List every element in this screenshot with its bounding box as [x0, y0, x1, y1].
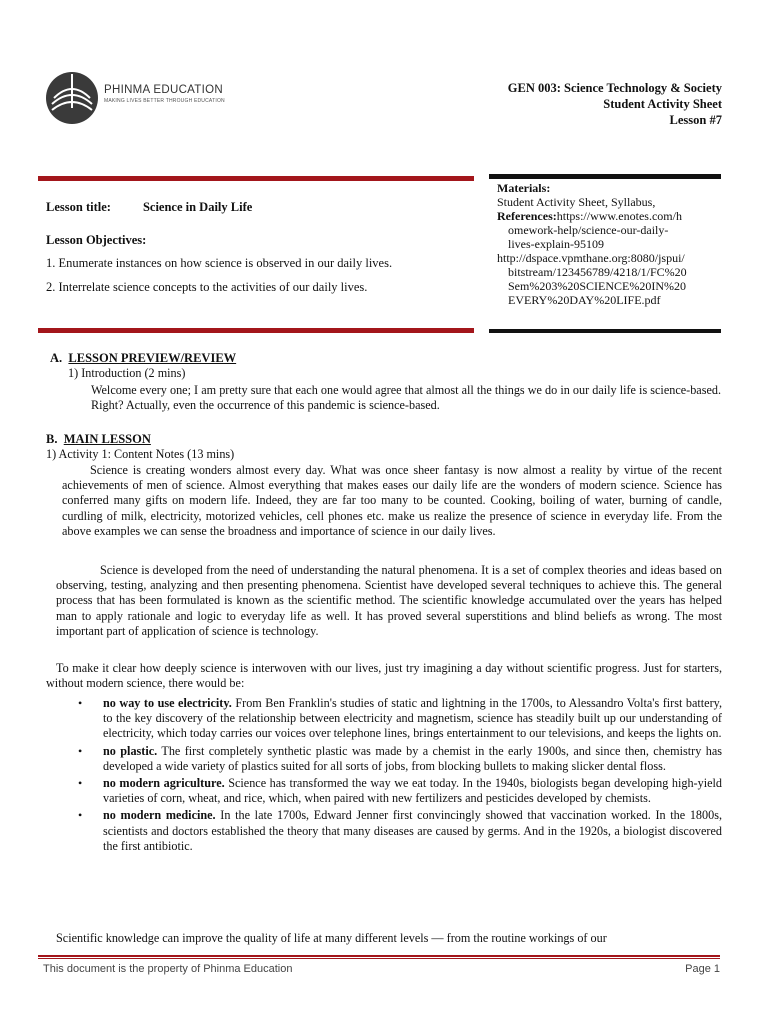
bullet-text [103, 744, 722, 774]
reference-2-line-1: http://dspace.vpmthane.org:8080/jspui/ [497, 251, 685, 265]
bullet-bold: no modern medicine. [103, 808, 216, 823]
bullet-text [103, 776, 722, 806]
section-b-letter: B. [46, 432, 58, 446]
logo-text [104, 84, 225, 104]
bullet-body: The first completely synthetic plastic was made by a chemist in the early 1900s, and since then, chemistry has developed a wide variety of plastics suited for all sorts of jobs, from blocking bullets to making slicker dental floss. [103, 743, 722, 773]
section-a-text: Welcome every one; I am pretty sure that each one would agree that almost all the things we do in our daily life is science-based. Right? Actually, even the occurrence of this pandemic is science-based. [91, 383, 721, 413]
paragraph-3: To make it clear how deeply science is interwoven with our lives, just try imagining a day without scientific progress. Just for starters, without modern science, there would be: [46, 661, 722, 691]
page-number: Page 1 [685, 963, 720, 975]
footer-divider [38, 955, 720, 957]
bullet-list [78, 696, 722, 854]
bullet-bold: no plastic. [103, 743, 158, 758]
bullet-bold: no way to use electricity. [103, 696, 232, 710]
lesson-title-label: Lesson title: [46, 200, 111, 214]
divider-black-bottom [489, 329, 721, 333]
list-item [78, 776, 722, 806]
materials-label: Materials: [497, 181, 551, 195]
lesson-number: Lesson #7 [669, 113, 722, 127]
section-a-heading [50, 351, 236, 366]
section-a-letter: A. [50, 351, 63, 365]
activity-1-heading: 1) Activity 1: Content Notes (13 mins) [46, 447, 235, 461]
course-title: GEN 003: Science Technology & Society [507, 81, 722, 95]
list-item [78, 744, 722, 774]
section-b-title: MAIN LESSON [63, 432, 151, 446]
divider-red-top [38, 176, 474, 181]
reference-2-line-3: Sem%203%20SCIENCE%20IN%20 [508, 279, 686, 293]
bullet-icon: • [78, 808, 83, 823]
reference-2-line-4: EVERY%20DAY%20LIFE.pdf [508, 293, 661, 307]
lesson-title-row [46, 200, 252, 215]
reference-1-line-3: lives-explain-95109 [508, 237, 604, 251]
list-item [78, 696, 722, 742]
bullet-body: In the late 1700s, Edward Jenner first convincingly showed that vaccination worked. In the 1800s, scientists and doctors established the theory that many diseases are caused by germs. And in the 1920s, a biologist discovered the first antibiotic. [103, 808, 722, 853]
bullet-bold: no modern agriculture. [103, 776, 225, 791]
reference-1-line-2: omework-help/science-our-daily- [508, 223, 669, 237]
sheet-title: Student Activity Sheet [603, 97, 722, 111]
bullet-text [103, 808, 722, 854]
materials-text: Student Activity Sheet, Syllabus, [497, 195, 656, 209]
paragraph-4: Scientific knowledge can improve the quality of life at many different levels — from the routine workings of our [56, 931, 607, 945]
bullet-body: From Ben Franklin's studies of static and lightning in the 1700s, to Alessandro Volta's first battery, to the key discovery of the relationship between electricity and magnetism, science has steadily built up our understanding of electricity, which today carries our voices over telephone lines, brings entertainment to our televisions, and keeps the lights on. [103, 696, 722, 741]
paragraph-1: Science is creating wonders almost every day. What was once sheer fantasy is now almost a reality by virtue of the recent achievements of men of science. Almost everything that makes eases our daily life are the wonders of modern science. Science has conferred many gifts on modern life. Indeed, they are far too many to be counted. Cooking, boiling of water, burning of candle, curdling of milk, electricity, motorized vehicles, cell phones etc. make us realize the presence of science in everyday life. From the above examples we can sense the broadness and importance of science in our daily lives. [62, 463, 722, 538]
footer-divider-thin [38, 958, 720, 959]
objectives-heading: Lesson Objectives: [46, 233, 147, 247]
objective-1: 1. Enumerate instances on how science is observed in our daily lives. [46, 256, 393, 270]
bullet-text [103, 696, 722, 742]
materials-box [497, 181, 722, 307]
lesson-title-value: Science in Daily Life [142, 200, 253, 214]
bullet-icon: • [78, 743, 83, 758]
reference-2-line-2: bitstream/123456789/4218/1/FC%20 [508, 265, 687, 279]
logo-name: PHINMA EDUCATION [104, 84, 223, 96]
bullet-body: Science has transformed the way we eat today. In the 1940s, biologists began developing high-yield varieties of corn, wheat, and rice, which, when paired with new fertilizers and pesticides developed by chemists. [103, 776, 722, 806]
divider-red-bottom [38, 328, 474, 333]
objective-2: 2. Interrelate science concepts to the activities of our daily lives. [46, 280, 368, 294]
document-header [508, 80, 722, 128]
paragraph-2: Science is developed from the need of understanding the natural phenomena. It is a set of complex theories and ideas based on observing, testing, analyzing and then presenting phenomena. Scientist have developed several techniques to achieve this. The general process that has been formulated is known as the scientific method. The scientific knowledge accumulated over the years has helped man to apply rationale and logic to everyday life as well. It has proved several superstitions and blind beliefs as wrong. The most important part of application of science is technology. [56, 563, 722, 638]
reference-1-line-1: https://www.enotes.com/h [556, 209, 682, 223]
references-label: References: [497, 209, 557, 223]
bullet-icon: • [78, 696, 83, 710]
list-item [78, 808, 722, 854]
bullet-icon: • [78, 776, 83, 791]
divider-black-top [489, 174, 721, 179]
section-a-item: 1) Introduction (2 mins) [68, 366, 186, 380]
footer-ownership: This document is the property of Phinma Education [43, 963, 293, 975]
references-line [497, 209, 722, 223]
logo-tagline: MAKING LIVES BETTER THROUGH EDUCATION [104, 98, 225, 104]
section-a-title: LESSON PREVIEW/REVIEW [68, 351, 237, 365]
section-b-heading [46, 432, 151, 447]
